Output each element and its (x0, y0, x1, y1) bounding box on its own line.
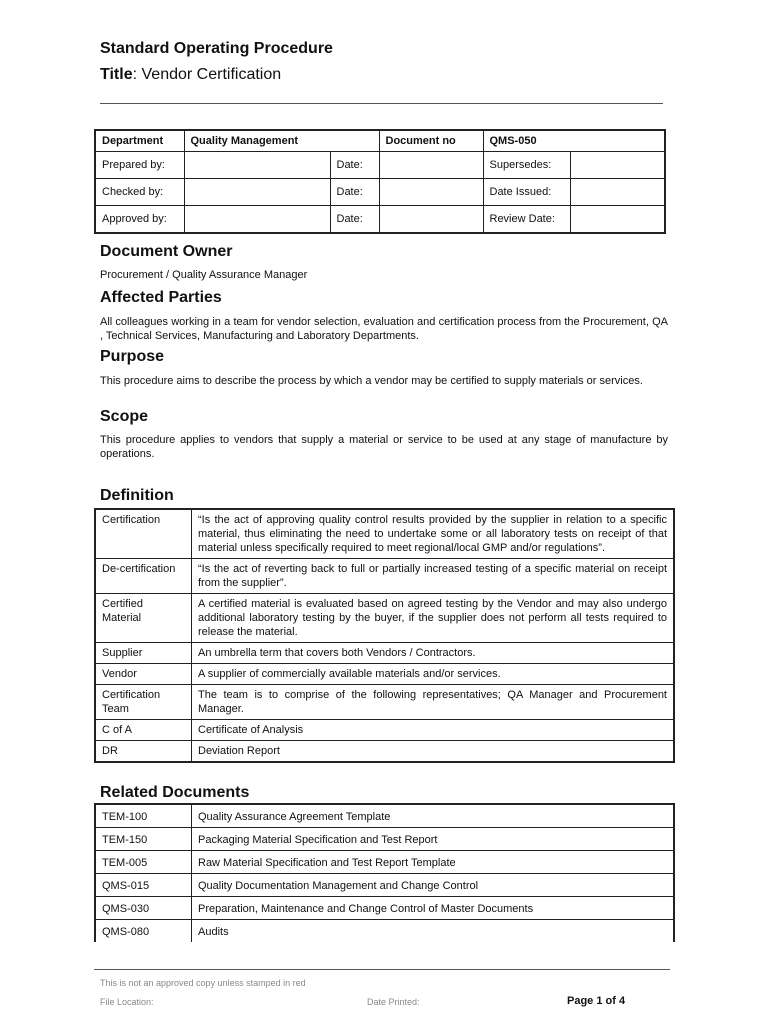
definition-row (95, 741, 674, 763)
document-no-value: QMS-050 (483, 130, 665, 152)
review-date-value[interactable] (570, 206, 665, 234)
related-doc-title: Raw Material Specification and Test Report Template (192, 851, 675, 874)
review-date-label: Review Date: (483, 206, 570, 234)
affected-parties-text: All colleagues working in a team for vendor selection, evaluation and certification process from the Procurement, QA , Technical Services, Manufacturing and Laboratory Departments. (100, 316, 668, 342)
title-value: Vendor Certification (141, 66, 282, 83)
file-location-label: File Location: (100, 997, 154, 1007)
definition-term: Vendor (95, 664, 192, 685)
department-value: Quality Management (184, 130, 379, 152)
meta-row-approved (95, 206, 665, 234)
definition-text: The team is to comprise of the following representatives; QA Manager and Procurement Manager. (192, 685, 675, 720)
related-documents-table (94, 803, 675, 942)
purpose-heading: Purpose (100, 348, 165, 365)
related-doc-row (95, 874, 674, 897)
definition-term: De-certification (95, 559, 192, 594)
related-doc-row (95, 804, 674, 828)
document-type-heading: Standard Operating Procedure (100, 40, 333, 57)
related-doc-code: QMS-030 (95, 897, 192, 920)
related-doc-title: Quality Documentation Management and Change Control (192, 874, 675, 897)
approved-by-label: Approved by: (95, 206, 184, 234)
footer-divider (94, 969, 670, 970)
document-owner-text: Procurement / Quality Assurance Manager (100, 269, 308, 281)
related-doc-row (95, 920, 674, 943)
definition-term: Certification Team (95, 685, 192, 720)
meta-row-checked (95, 179, 665, 206)
definition-term: C of A (95, 720, 192, 741)
definition-row (95, 594, 674, 643)
page-number: Page 1 of 4 (567, 995, 626, 1007)
definitions-table (94, 508, 675, 763)
meta-header-row (95, 130, 665, 152)
related-doc-code: TEM-100 (95, 804, 192, 828)
definition-term: Supplier (95, 643, 192, 664)
document-no-label: Document no (379, 130, 483, 152)
approved-date-label: Date: (330, 206, 379, 234)
checked-by-label: Checked by: (95, 179, 184, 206)
related-doc-row (95, 897, 674, 920)
definition-term: Certified Material (95, 594, 192, 643)
title-separator: : (132, 66, 142, 83)
definition-text: A supplier of commercially available materials and/or services. (192, 664, 675, 685)
date-issued-label: Date Issued: (483, 179, 570, 206)
related-doc-code: TEM-005 (95, 851, 192, 874)
header-divider (100, 103, 663, 104)
definition-term: Certification (95, 509, 192, 559)
purpose-text: This procedure aims to describe the process by which a vendor may be certified to supply materials or services. (100, 375, 643, 387)
definition-text: A certified material is evaluated based on agreed testing by the Vendor and may also undergo additional laboratory testing by the buyer, if the supplier does not perform all tests required to release the material. (192, 594, 675, 643)
prepared-by-label: Prepared by: (95, 152, 184, 179)
definition-text: Certificate of Analysis (192, 720, 675, 741)
related-doc-code: TEM-150 (95, 828, 192, 851)
copy-notice: This is not an approved copy unless stamped in red (100, 978, 306, 988)
definition-text: An umbrella term that covers both Vendors / Contractors. (192, 643, 675, 664)
definition-row (95, 664, 674, 685)
related-doc-row (95, 851, 674, 874)
document-title (100, 66, 281, 84)
title-label: Title (100, 66, 133, 83)
definition-row (95, 559, 674, 594)
related-doc-title: Preparation, Maintenance and Change Control of Master Documents (192, 897, 675, 920)
related-doc-row (95, 828, 674, 851)
meta-row-prepared (95, 152, 665, 179)
related-documents-heading: Related Documents (100, 784, 250, 801)
document-owner-heading: Document Owner (100, 243, 233, 260)
prepared-date-label: Date: (330, 152, 379, 179)
prepared-by-value[interactable] (184, 152, 330, 179)
definition-row (95, 643, 674, 664)
affected-parties-heading: Affected Parties (100, 289, 222, 306)
definition-row (95, 720, 674, 741)
supersedes-value[interactable] (570, 152, 665, 179)
date-issued-value[interactable] (570, 179, 665, 206)
checked-date-label: Date: (330, 179, 379, 206)
definition-text: “Is the act of reverting back to full or partially increased testing of a specific material on receipt from the supplier”. (192, 559, 675, 594)
checked-by-value[interactable] (184, 179, 330, 206)
definition-text: “Is the act of approving quality control results provided by the supplier in relation to a specific material, thus eliminating the need to undertake some or all laboratory tests on receipt of that material unless specifically required to meet regional/local GMP and/or regulations”. (192, 509, 675, 559)
department-label: Department (95, 130, 184, 152)
definition-text: Deviation Report (192, 741, 675, 763)
checked-date-value[interactable] (379, 179, 483, 206)
related-doc-code: QMS-015 (95, 874, 192, 897)
related-doc-code: QMS-080 (95, 920, 192, 943)
document-control-table (94, 129, 666, 234)
definition-row (95, 509, 674, 559)
related-doc-title: Quality Assurance Agreement Template (192, 804, 675, 828)
scope-text: This procedure applies to vendors that supply a material or service to be used at any stage of manufacture by operations. (100, 434, 668, 460)
supersedes-label: Supersedes: (483, 152, 570, 179)
definition-row (95, 685, 674, 720)
approved-date-value[interactable] (379, 206, 483, 234)
date-printed-label: Date Printed: (367, 997, 420, 1007)
definition-term: DR (95, 741, 192, 763)
related-doc-title: Audits (192, 920, 675, 943)
definition-heading: Definition (100, 487, 174, 504)
scope-heading: Scope (100, 408, 149, 425)
prepared-date-value[interactable] (379, 152, 483, 179)
approved-by-value[interactable] (184, 206, 330, 234)
related-doc-title: Packaging Material Specification and Test Report (192, 828, 675, 851)
